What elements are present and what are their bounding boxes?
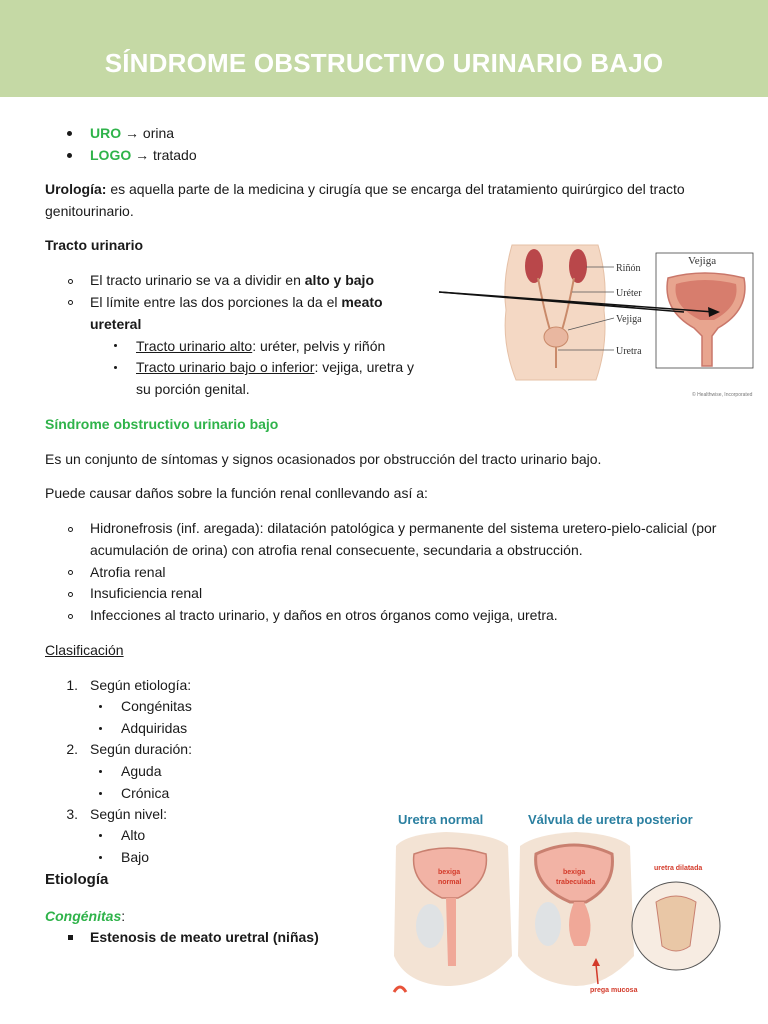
tracto-sub-1 — [136, 336, 385, 356]
bullet — [68, 614, 73, 619]
bullet — [114, 366, 117, 369]
consequence-item-4: Infecciones al tracto urinario, y daños en otros órganos como vejiga, uretra. — [90, 607, 558, 623]
arrow-icon: → — [135, 147, 154, 163]
tracto-sub-2-term: Tracto urinario bajo o inferior — [136, 359, 315, 375]
consequence-item-1-cont: acumulación de orina) con atrofia renal consecuente, secundaria a obstrucción. — [90, 542, 583, 558]
bullet — [99, 792, 102, 795]
tracto-item-1-text: El tracto urinario se va a dividir en — [90, 272, 305, 288]
bullet — [68, 300, 73, 305]
bullet — [67, 131, 72, 136]
tracto-sub-2-text-2: su porción genital. — [136, 381, 250, 397]
group-1-sub-2: Adquiridas — [121, 720, 188, 736]
uro-line — [90, 123, 174, 143]
kidney-right-shape — [569, 249, 587, 283]
bullet — [68, 527, 73, 532]
urologia-text-1: es aquella parte de la medicina y cirugía que se encarga del tratamiento quirúrgico del tracto — [106, 181, 685, 197]
figure1-credit: © Healthwise, Incorporated — [692, 392, 753, 398]
title-banner — [0, 0, 768, 97]
etiologia-item-1: Estenosis de meato uretral (niñas) — [90, 929, 319, 945]
tracto-item-2-bold: meato — [341, 294, 383, 310]
bullet — [114, 344, 117, 347]
sindrome-para-2: Puede causar daños sobre la función renal conllevando así a: — [45, 485, 428, 501]
bullet — [99, 727, 102, 730]
page-title: SÍNDROME OBSTRUCTIVO URINARIO BAJO — [104, 48, 664, 78]
tracto-item-2-bold-2: ureteral — [90, 316, 142, 332]
tracto-sub-2-text: : vejiga, uretra y — [314, 359, 415, 375]
tracto-item-1 — [90, 270, 374, 290]
label-bexiga-trab-2: trabeculada — [556, 879, 596, 886]
publisher-logo-icon — [394, 987, 406, 992]
group-3-label: Según nivel: — [90, 806, 168, 822]
consequence-item-1: Hidronefrosis (inf. aregada): dilatación patológica y permanente del sistema uretero-pielo-calicial (por — [90, 520, 717, 536]
sindrome-para-1: Es un conjunto de síntomas y signos ocasionados por obstrucción del tracto urinario bajo. — [45, 451, 602, 467]
bullet — [68, 592, 73, 597]
bullet — [67, 153, 72, 158]
bullet — [99, 770, 102, 773]
congenitas-label: Congénitas — [45, 908, 122, 924]
uro-meaning: orina — [142, 125, 175, 141]
group-2-sub-2: Crónica — [121, 785, 170, 801]
group-3-sub-2: Bajo — [121, 849, 150, 865]
figure2-title-left: Uretra normal — [398, 812, 484, 827]
logo-line — [90, 145, 197, 165]
inset-title: Vejiga — [688, 255, 717, 267]
tracto-item-1-bold: alto y bajo — [304, 272, 374, 288]
consequence-item-3: Insuficiencia renal — [90, 585, 203, 601]
group-3-sub-1: Alto — [121, 827, 146, 843]
urethral-valve-figure — [386, 806, 726, 998]
label-bexiga-normal-2: normal — [438, 879, 462, 886]
group-2-sub-1: Aguda — [121, 763, 162, 779]
congenitas-colon: : — [121, 908, 126, 924]
tracto-item-2 — [90, 292, 383, 312]
label-rinon: Riñón — [616, 263, 641, 274]
bullet — [99, 834, 102, 837]
logo-term: LOGO — [90, 147, 132, 163]
bullet — [68, 570, 73, 575]
urologia-text-2: genitourinario. — [45, 203, 134, 219]
clasificacion-heading: Clasificación — [45, 642, 124, 658]
label-bexiga-trab-1: bexiga — [563, 869, 586, 876]
label-ureter: Uréter — [616, 288, 642, 299]
tracto-sub-1-term: Tracto urinario alto — [136, 338, 253, 354]
label-prega: prega mucosa — [590, 987, 638, 994]
group-1-sub-1: Congénitas — [121, 698, 192, 714]
group-2-label: Según duración: — [90, 741, 192, 757]
bladder-shape — [544, 327, 568, 347]
congenitas-line — [45, 906, 125, 926]
urologia-label: Urología: — [45, 181, 107, 197]
tracto-item-2-text: El límite entre las dos porciones la da el — [90, 294, 342, 310]
logo-meaning: tratado — [153, 147, 197, 163]
arrow-icon: → — [125, 125, 143, 141]
label-vejiga: Vejiga — [616, 314, 642, 325]
bullet — [99, 856, 102, 859]
list-number: 3. — [66, 806, 78, 822]
consequence-item-2: Atrofia renal — [90, 564, 166, 580]
bullet — [68, 279, 73, 284]
uro-term: URO — [90, 125, 122, 141]
bullet — [68, 935, 73, 940]
tracto-sub-1-text: : uréter, pelvis y riñón — [252, 338, 386, 354]
urinary-tract-figure — [436, 240, 761, 400]
list-number: 2. — [66, 741, 78, 757]
figure2-title-right: Válvula de uretra posterior — [528, 812, 693, 827]
sindrome-heading: Síndrome obstructivo urinario bajo — [45, 416, 279, 432]
etiologia-heading: Etiología — [45, 871, 109, 888]
tracto-sub-2 — [136, 357, 414, 377]
label-bexiga-normal-1: bexiga — [438, 869, 461, 876]
list-number: 1. — [66, 677, 78, 693]
label-uretra: Uretra — [616, 346, 642, 357]
tracto-heading: Tracto urinario — [45, 237, 144, 253]
kidney-left-shape — [525, 249, 543, 283]
group-1-label: Según etiología: — [90, 677, 192, 693]
urologia-definition — [45, 179, 685, 199]
label-uretra-dilatada: uretra dilatada — [654, 865, 703, 872]
bullet — [99, 705, 102, 708]
